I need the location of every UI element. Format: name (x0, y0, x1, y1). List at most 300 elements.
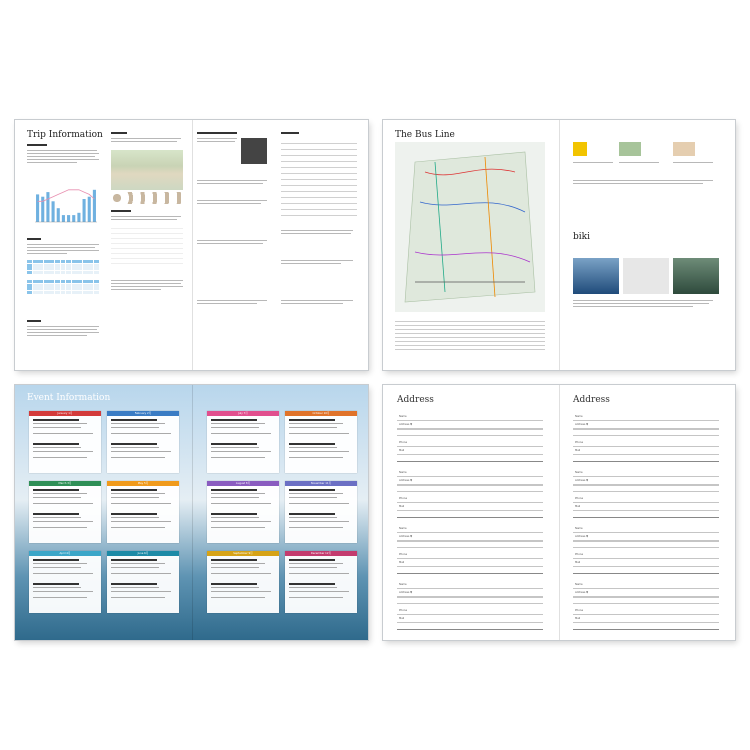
event-name (111, 513, 157, 515)
body-text (281, 260, 353, 261)
event-text (289, 423, 343, 424)
event-text (289, 567, 337, 568)
address-field-line[interactable] (397, 454, 543, 455)
address-field-line[interactable] (397, 547, 543, 548)
event-text (33, 497, 81, 498)
table-cell (66, 287, 71, 290)
event-name (33, 583, 79, 585)
event-name (33, 513, 79, 515)
event-name (211, 443, 257, 445)
address-field-line[interactable] (397, 622, 543, 623)
mail-label: Mail (575, 505, 581, 508)
address-label: Address ▼ (575, 423, 589, 426)
event-text (289, 597, 343, 598)
address-field-line[interactable] (573, 597, 719, 598)
table-cell (72, 291, 77, 294)
table-cell (44, 284, 49, 287)
table-cell (83, 260, 88, 263)
body-text (27, 247, 95, 248)
phone-label: Phone (575, 553, 584, 556)
address-field-line[interactable] (573, 485, 719, 486)
event-text (211, 527, 265, 528)
table-cell (27, 291, 32, 294)
event-text (111, 457, 165, 458)
address-field-line[interactable] (573, 510, 719, 511)
event-title: Event Information (27, 393, 111, 403)
event-name (211, 419, 257, 421)
event-text (111, 597, 165, 598)
address-field-line[interactable] (397, 588, 543, 589)
event-text (111, 563, 165, 564)
table-cell (94, 267, 99, 270)
event-text (211, 517, 259, 518)
table-cell (38, 284, 43, 287)
address-separator (573, 461, 719, 462)
address-field-line[interactable] (397, 429, 543, 430)
body-text (197, 243, 263, 244)
event-name (289, 513, 335, 515)
address-separator (573, 629, 719, 630)
table-cell (49, 291, 54, 294)
table-cell (44, 287, 49, 290)
address-separator (397, 461, 543, 462)
event-text (33, 493, 87, 494)
event-text (289, 591, 349, 592)
address-field-line[interactable] (573, 614, 719, 615)
event-text (211, 447, 259, 448)
event-information-spread (15, 385, 368, 640)
section-heading (27, 144, 47, 146)
body-text (27, 159, 99, 160)
time-table-2 (27, 280, 99, 294)
table-cell (94, 287, 99, 290)
event-text (111, 567, 159, 568)
event-name (211, 513, 257, 515)
body-text (619, 162, 659, 163)
name-label: Name (575, 527, 583, 530)
table-cell (94, 280, 99, 283)
address-field-line[interactable] (573, 532, 719, 533)
table-cell (83, 284, 88, 287)
address-separator (397, 573, 543, 574)
event-name (33, 419, 79, 421)
phone-label: Phone (399, 609, 408, 612)
mail-label: Mail (575, 449, 581, 452)
biki-photo-2 (623, 258, 669, 294)
event-text (33, 591, 93, 592)
table-cell (38, 287, 43, 290)
table-cell (66, 264, 71, 267)
address-label: Address ▼ (399, 479, 413, 482)
event-name (111, 443, 157, 445)
event-card (107, 481, 179, 543)
table-cell (72, 271, 77, 274)
chart-bar (62, 215, 65, 222)
body-text (27, 150, 97, 151)
event-card-month: February 2月 (107, 411, 179, 416)
address-field-line[interactable] (573, 446, 719, 447)
biki-title: biki (573, 232, 590, 242)
mail-label: Mail (575, 617, 581, 620)
address-field-line[interactable] (397, 491, 543, 492)
body-text (197, 183, 263, 184)
event-card (207, 481, 279, 543)
address-field-line[interactable] (573, 435, 719, 436)
table-cell (88, 260, 93, 263)
table-cell (94, 284, 99, 287)
name-label: Name (575, 415, 583, 418)
table-cell (66, 260, 71, 263)
table-cell (33, 287, 38, 290)
event-text (111, 427, 159, 428)
body-text (573, 300, 713, 301)
event-text (211, 597, 265, 598)
body-text (27, 250, 99, 251)
body-text (111, 219, 177, 220)
event-text (289, 447, 337, 448)
table-cell (88, 291, 93, 294)
event-card (207, 551, 279, 613)
event-card (207, 411, 279, 473)
table-cell (55, 291, 60, 294)
event-text (33, 527, 87, 528)
address-field-line[interactable] (397, 541, 543, 542)
table-cell (49, 280, 54, 283)
address-separator (397, 629, 543, 630)
event-card-month: December 12月 (285, 551, 357, 556)
address-field-line[interactable] (397, 532, 543, 533)
event-text (211, 591, 271, 592)
address-label: Address ▼ (399, 423, 413, 426)
body-text (673, 162, 713, 163)
body-text (27, 162, 77, 163)
table-cell (66, 291, 71, 294)
address-field-line[interactable] (397, 446, 543, 447)
table-cell (61, 264, 66, 267)
table-cell (49, 264, 54, 267)
address-field-line[interactable] (397, 435, 543, 436)
name-label: Name (399, 527, 407, 530)
event-text (289, 503, 349, 504)
event-text (289, 457, 343, 458)
address-label: Address ▼ (575, 535, 589, 538)
address-title-right: Address (573, 395, 610, 405)
table-cell (66, 280, 71, 283)
address-field-line[interactable] (397, 485, 543, 486)
bus-title: The Bus Line (395, 130, 455, 140)
table-cell (88, 271, 93, 274)
phone-label: Phone (575, 609, 584, 612)
address-label: Address ▼ (399, 591, 413, 594)
event-text (211, 503, 271, 504)
table-cell (66, 284, 71, 287)
table-cell (83, 264, 88, 267)
table-cell (27, 280, 32, 283)
section-heading (197, 132, 237, 134)
event-text (33, 587, 81, 588)
body-text (197, 141, 235, 142)
body-text (111, 286, 183, 287)
table-cell (33, 271, 38, 274)
address-field-line[interactable] (573, 502, 719, 503)
address-field-line[interactable] (397, 603, 543, 604)
address-field-line[interactable] (573, 454, 719, 455)
event-card-month: October 10月 (285, 411, 357, 416)
section-heading (27, 320, 41, 322)
table-cell (66, 267, 71, 270)
address-field-line[interactable] (397, 502, 543, 503)
table-cell (88, 267, 93, 270)
event-text (289, 433, 349, 434)
sign-photo (241, 138, 267, 164)
address-field-line[interactable] (573, 547, 719, 548)
bus-line-spread (383, 120, 735, 370)
event-card-month: July 7月 (207, 411, 279, 416)
address-field-line[interactable] (573, 429, 719, 430)
address-field-line[interactable] (573, 476, 719, 477)
table-cell (72, 284, 77, 287)
table-cell (44, 271, 49, 274)
event-card (285, 481, 357, 543)
table-cell (55, 264, 60, 267)
trip-title: Trip Information (27, 130, 103, 140)
phone-label: Phone (399, 441, 408, 444)
address-field-line[interactable] (397, 566, 543, 567)
address-separator (397, 517, 543, 518)
table-cell (33, 284, 38, 287)
table-cell (77, 284, 82, 287)
body-text (27, 326, 99, 327)
event-text (211, 493, 265, 494)
table-cell (33, 280, 38, 283)
event-text (211, 497, 259, 498)
body-text (197, 200, 267, 201)
body-text (27, 244, 99, 245)
table-cell (94, 264, 99, 267)
chart-bar (83, 199, 86, 222)
event-card (285, 551, 357, 613)
section-heading (281, 132, 299, 134)
body-text (197, 240, 267, 241)
chart-bar (72, 215, 75, 222)
event-text (111, 527, 165, 528)
event-text (211, 587, 259, 588)
time-table-1 (27, 260, 99, 274)
event-name (33, 489, 79, 491)
table-cell (55, 280, 60, 283)
table-cell (83, 280, 88, 283)
body-text (111, 216, 181, 217)
body-text (111, 289, 161, 290)
address-label: Address ▼ (575, 479, 589, 482)
body-text (573, 303, 709, 304)
table-cell (27, 267, 32, 270)
mail-label: Mail (575, 561, 581, 564)
body-text (197, 203, 261, 204)
table-cell (88, 264, 93, 267)
table-cell (38, 260, 43, 263)
address-field-line[interactable] (397, 476, 543, 477)
table-cell (38, 280, 43, 283)
body-text (573, 162, 613, 163)
address-label: Address ▼ (399, 535, 413, 538)
event-text (111, 451, 171, 452)
body-text (197, 180, 267, 181)
table-cell (27, 287, 32, 290)
event-text (289, 521, 349, 522)
table-cell (72, 260, 77, 263)
table-cell (49, 271, 54, 274)
table-cell (72, 267, 77, 270)
mail-label: Mail (399, 505, 405, 508)
table-cell (49, 287, 54, 290)
event-text (211, 573, 271, 574)
body-text (197, 300, 267, 301)
event-text (111, 587, 159, 588)
event-text (33, 597, 87, 598)
event-text (33, 447, 81, 448)
table-cell (77, 264, 82, 267)
table-cell (33, 264, 38, 267)
event-name (33, 443, 79, 445)
table-cell (61, 267, 66, 270)
body-text (573, 183, 703, 184)
event-card (285, 411, 357, 473)
event-text (111, 493, 165, 494)
name-label: Name (399, 415, 407, 418)
event-name (111, 489, 157, 491)
event-card (29, 411, 101, 473)
body-text (111, 280, 183, 281)
event-text (211, 563, 265, 564)
body-text (111, 283, 181, 284)
table-cell (61, 291, 66, 294)
table-cell (44, 291, 49, 294)
address-field-line[interactable] (397, 597, 543, 598)
table-cell (49, 260, 54, 263)
address-field-line[interactable] (397, 510, 543, 511)
chart-bar (57, 208, 60, 222)
table-cell (55, 260, 60, 263)
address-spread (383, 385, 735, 640)
table-cell (55, 267, 60, 270)
table-cell (72, 280, 77, 283)
chart-bar (67, 215, 70, 222)
event-text (33, 521, 93, 522)
address-field-line[interactable] (573, 566, 719, 567)
name-label: Name (575, 471, 583, 474)
body-text (281, 263, 341, 264)
event-card (107, 551, 179, 613)
event-text (289, 451, 349, 452)
table-cell (27, 264, 32, 267)
table-cell (38, 291, 43, 294)
body-text (281, 230, 353, 231)
table-cell (33, 267, 38, 270)
table-cell (88, 287, 93, 290)
event-text (211, 427, 259, 428)
name-label: Name (399, 583, 407, 586)
event-text (111, 521, 171, 522)
event-text (33, 573, 93, 574)
section-heading (27, 238, 41, 240)
event-text (33, 503, 93, 504)
table-cell (77, 267, 82, 270)
table-cell (94, 260, 99, 263)
chart-bar (93, 190, 96, 222)
chart-line (38, 190, 95, 202)
event-text (111, 573, 171, 574)
table-cell (77, 260, 82, 263)
table-cell (77, 291, 82, 294)
event-card (107, 411, 179, 473)
table-cell (55, 284, 60, 287)
mail-label: Mail (399, 561, 405, 564)
event-card (29, 481, 101, 543)
address-field-line[interactable] (397, 614, 543, 615)
chart-bar (46, 192, 49, 222)
event-card-month: September 9月 (207, 551, 279, 556)
event-card-month: November 11月 (285, 481, 357, 486)
address-field-line[interactable] (573, 541, 719, 542)
address-field-line[interactable] (573, 420, 719, 421)
chart-bar (52, 201, 55, 222)
biki-photo-3 (673, 258, 719, 294)
table-cell (61, 280, 66, 283)
table-cell (83, 271, 88, 274)
table-cell (44, 280, 49, 283)
body-text (573, 306, 693, 307)
address-field-line[interactable] (397, 558, 543, 559)
table-cell (38, 271, 43, 274)
table-cell (61, 260, 66, 263)
table-cell (44, 267, 49, 270)
event-text (111, 497, 159, 498)
table-cell (33, 260, 38, 263)
address-field-line[interactable] (573, 558, 719, 559)
body-text (281, 233, 351, 234)
event-name (33, 559, 79, 561)
event-text (211, 433, 271, 434)
address-field-line[interactable] (397, 420, 543, 421)
table-cell (27, 260, 32, 263)
event-name (289, 489, 335, 491)
table-cell (27, 284, 32, 287)
address-field-line[interactable] (573, 588, 719, 589)
event-name (211, 583, 257, 585)
table-cell (83, 287, 88, 290)
event-card-month: June 6月 (107, 551, 179, 556)
table-cell (27, 271, 32, 274)
bus-icon-photo (573, 142, 587, 156)
address-field-line[interactable] (573, 622, 719, 623)
address-field-line[interactable] (573, 603, 719, 604)
table-cell (94, 271, 99, 274)
table-cell (88, 284, 93, 287)
table-cell (61, 284, 66, 287)
event-text (289, 493, 343, 494)
event-text (289, 427, 337, 428)
table-cell (33, 291, 38, 294)
event-text (289, 563, 343, 564)
address-field-line[interactable] (573, 491, 719, 492)
name-label: Name (399, 471, 407, 474)
table-cell (44, 264, 49, 267)
table-cell (77, 271, 82, 274)
table-cell (44, 260, 49, 263)
body-text (111, 141, 177, 142)
currency-photo (111, 150, 183, 190)
